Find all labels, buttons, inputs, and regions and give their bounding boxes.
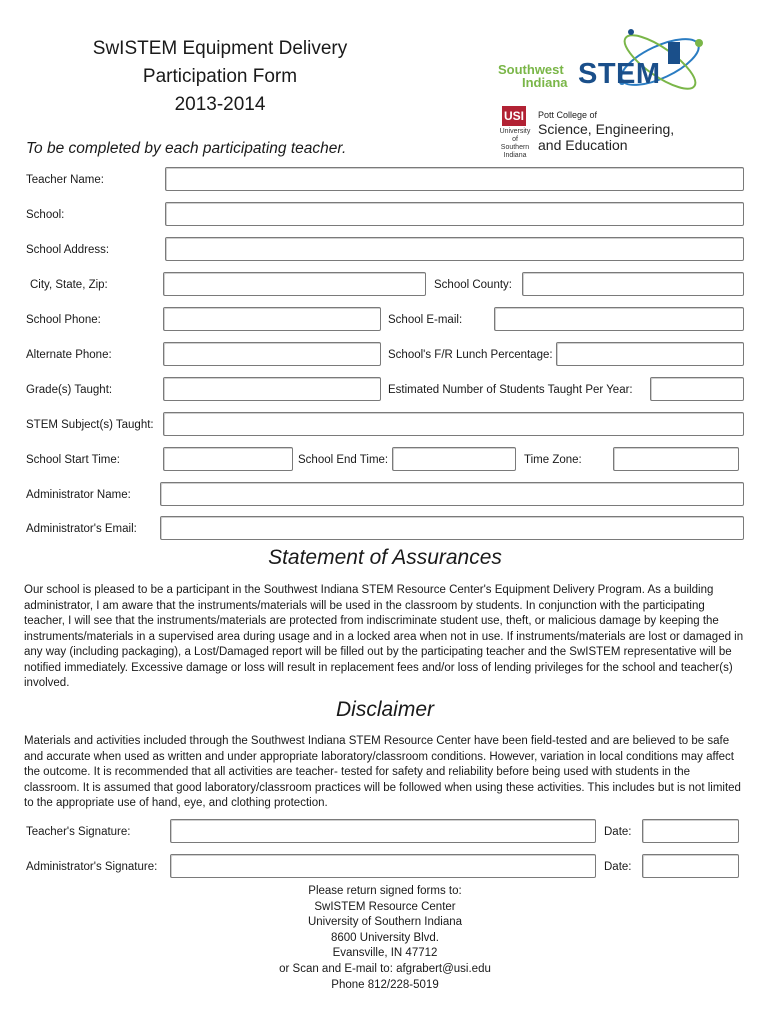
alternate-phone-label: Alternate Phone: (26, 349, 112, 361)
administrator-email-field[interactable] (160, 516, 744, 540)
footer-line-4: 8600 University Blvd. (330, 931, 440, 944)
usi-logo-icon: USI (502, 106, 526, 126)
admin-signature-field[interactable] (170, 854, 596, 878)
disclaimer-heading: Disclaimer (335, 698, 434, 721)
teacher-name-field[interactable] (165, 167, 744, 191)
usi-name-text: University of Southern Indiana (499, 128, 531, 159)
form-title (0, 35, 440, 119)
city-state-zip-field[interactable] (163, 272, 426, 296)
teacher-date-field[interactable] (642, 819, 739, 843)
administrator-name-field[interactable] (160, 482, 744, 506)
logo-southwest-indiana (498, 63, 568, 89)
school-address-input[interactable] (166, 238, 743, 260)
school-phone-field[interactable] (163, 307, 381, 331)
city-state-zip-input[interactable] (164, 273, 425, 295)
grades-taught-label: Grade(s) Taught: (26, 384, 113, 396)
college-name-line-2: and Education (538, 137, 628, 153)
school-end-time-label: School End Time: (298, 454, 389, 466)
school-address-label: School Address: (26, 244, 110, 256)
time-zone-label: Time Zone: (524, 454, 582, 466)
stem-subjects-field[interactable] (163, 412, 744, 436)
time-zone-input[interactable] (614, 448, 738, 470)
school-county-label: School County: (434, 279, 512, 291)
footer-line-6: or Scan and E-mail to: afgrabert@usi.edu (279, 962, 491, 975)
title-line-1: SwISTEM Equipment Delivery (92, 38, 348, 59)
footer-line-1: Please return signed forms to: (308, 885, 462, 897)
school-end-time-input[interactable] (393, 448, 515, 470)
alternate-phone-input[interactable] (164, 343, 380, 365)
lunch-percentage-input[interactable] (557, 343, 743, 365)
pott-college-text: Pott College of (538, 110, 598, 120)
assurances-text: Our school is pleased to be a participant in the Southwest Indiana STEM Resource Center's Equipment Delivery Program. As a building administrator, I am aware that the instruments/materials will be used in the classroom by students. In conjunction with the participating teacher, I will see that the instruments/materials are protected from indiscriminate student use, theft, or malicious damage by keeping the instruments/materials in a supervised area during usage and in a locked area when not in use. If instruments/materials are lost or damaged in any way (including packaging), a Lost/Damaged report will be filled out by the participating teacher and the SwISTEM representative will be notified immediately. Excessive damage or loss will result in replacement fees and/or loss of lending privileges for the school and teacher(s) involved. (24, 584, 744, 689)
logo-stem-text: STEM (578, 58, 661, 90)
college-name-line-1: Science, Engineering, (538, 121, 675, 137)
teacher-signature-field[interactable] (170, 819, 596, 843)
grades-taught-input[interactable] (164, 378, 380, 400)
teacher-signature-label: Teacher's Signature: (26, 826, 131, 838)
students-per-year-field[interactable] (650, 377, 744, 401)
school-field[interactable] (165, 202, 744, 226)
footer-line-5: Evansville, IN 47712 (332, 947, 438, 960)
lunch-percentage-field[interactable] (556, 342, 744, 366)
college-name (538, 121, 674, 153)
title-line-3: 2013-2014 (174, 94, 266, 115)
school-end-time-field[interactable] (392, 447, 516, 471)
title-line-2: Participation Form (142, 66, 298, 87)
admin-date-input[interactable] (643, 855, 738, 877)
time-zone-field[interactable] (613, 447, 739, 471)
teacher-name-label: Teacher Name: (26, 174, 104, 186)
alternate-phone-field[interactable] (163, 342, 381, 366)
school-start-time-field[interactable] (163, 447, 293, 471)
school-start-time-input[interactable] (164, 448, 292, 470)
teacher-date-label: Date: (604, 826, 632, 838)
admin-date-field[interactable] (642, 854, 739, 878)
school-phone-input[interactable] (164, 308, 380, 330)
students-per-year-input[interactable] (651, 378, 743, 400)
admin-date-label: Date: (604, 861, 632, 873)
teacher-date-input[interactable] (643, 820, 738, 842)
school-input[interactable] (166, 203, 743, 225)
teacher-signature-input[interactable] (171, 820, 595, 842)
school-email-label: School E-mail: (388, 314, 463, 326)
school-email-input[interactable] (495, 308, 743, 330)
administrator-name-label: Administrator Name: (26, 489, 131, 501)
form-subtitle: To be completed by each participating teacher. (26, 140, 347, 157)
footer-line-3: University of Southern Indiana (307, 916, 463, 929)
grades-taught-field[interactable] (163, 377, 381, 401)
stem-subjects-input[interactable] (164, 413, 743, 435)
school-phone-label: School Phone: (26, 314, 101, 326)
city-state-zip-label: City, State, Zip: (30, 279, 108, 291)
school-address-field[interactable] (165, 237, 744, 261)
logo-indiana-text: Indiana (522, 75, 568, 90)
footer-line-7: Phone 812/228-5019 (331, 978, 439, 991)
school-county-field[interactable] (522, 272, 744, 296)
school-email-field[interactable] (494, 307, 744, 331)
return-instructions (0, 884, 770, 993)
teacher-name-input[interactable] (166, 168, 743, 190)
admin-signature-input[interactable] (171, 855, 595, 877)
school-county-input[interactable] (523, 273, 743, 295)
stem-subjects-label: STEM Subject(s) Taught: (26, 419, 154, 431)
admin-signature-label: Administrator's Signature: (26, 861, 158, 873)
disclaimer-text: Materials and activities included through the Southwest Indiana STEM Resource Center have been field-tested and are believed to be safe and accurate when used as written and under appropriate laboratory/classroom conditions. However, variation in local conditions may affect the outcome. It is recommended that all activities are teacher- tested for safety and reliability before being used with students in the classroom. It is assumed that good laboratory/classroom practices will be followed when using these activities. This includes but is not limited to the appropriate use of hand, eye, and clothing protection. (24, 735, 741, 809)
administrator-name-input[interactable] (161, 483, 743, 505)
administrator-email-input[interactable] (161, 517, 743, 539)
assurances-heading: Statement of Assurances (268, 546, 502, 569)
school-start-time-label: School Start Time: (26, 454, 120, 466)
administrator-email-label: Administrator's Email: (26, 523, 137, 535)
school-label: School: (26, 209, 65, 221)
footer-line-2: SwISTEM Resource Center (314, 900, 456, 913)
lunch-percentage-label: School's F/R Lunch Percentage: (388, 349, 553, 361)
logo-southwest-text: Southwest (498, 62, 564, 77)
students-per-year-label: Estimated Number of Students Taught Per Year: (388, 384, 633, 396)
